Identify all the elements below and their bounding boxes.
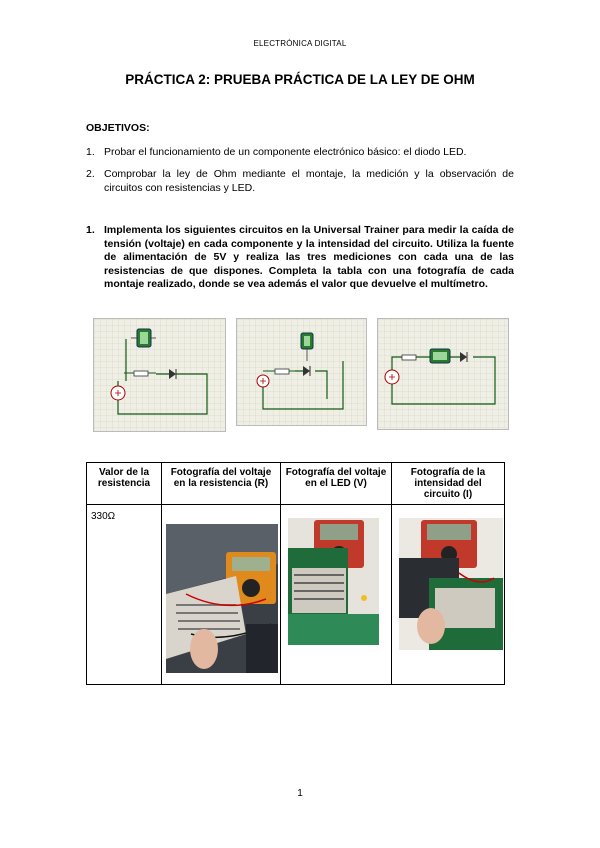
photo-led-measurement (288, 518, 379, 645)
page-number: 1 (297, 788, 303, 799)
circuit-schematic (378, 319, 508, 429)
photo-current-measurement (399, 518, 503, 650)
page-header: ELECTRÓNICA DIGITAL (253, 39, 347, 48)
task-text: Implementa los siguientes circuitos en la Universal Trainer para medir la caída de tensión (voltaje) en cada componente y la intensidad del circuito. Utiliza la fuente de alimentación de 5V y realiza las tres mediciones con cada una de las resistencias de que dispones. Completa la tabla con una fotografía de cada montaje realizado, donde se vea además el valor que devuelve el multímetro. (104, 224, 514, 290)
circuit-diagram-resistor-voltage (93, 318, 226, 432)
task-number: 1. (86, 224, 95, 236)
objectives-heading: OBJETIVOS: (86, 122, 150, 134)
objective-text: Probar el funcionamiento de un componente electrónico básico: el diodo LED. (104, 146, 467, 158)
photo-resistor-measurement (166, 524, 278, 673)
header-current-photo: Fotografía de la intensidad del circuito (I) (392, 463, 505, 505)
header-led-voltage-photo: Fotografía del voltaje en el LED (V) (281, 463, 392, 505)
table-header-row (87, 463, 505, 505)
led-voltage-photo-cell (281, 505, 392, 685)
multimeter-photo-resistor (166, 524, 278, 673)
header-resistance-value: Valor de la resistencia (87, 463, 162, 505)
current-photo-cell (392, 505, 505, 685)
measurement-table (86, 462, 505, 685)
page-title: PRÁCTICA 2: PRUEBA PRÁCTICA DE LA LEY DE OHM (125, 72, 475, 87)
objective-number: 2. (86, 168, 95, 180)
circuit-schematic (94, 319, 225, 431)
circuit-diagram-led-voltage (236, 318, 367, 426)
objective-text: Comprobar la ley de Ohm mediante el montaje, la medición y la observación de circuitos con resistencias y LED. (104, 168, 514, 194)
resistance-value: 330Ω (91, 511, 116, 522)
header-resistor-voltage-photo: Fotografía del voltaje en la resistencia (R) (162, 463, 281, 505)
task-instruction (86, 224, 514, 304)
objective-item-2 (86, 167, 514, 195)
circuit-schematic (237, 319, 366, 425)
table-row (87, 505, 505, 685)
multimeter-photo-led (288, 518, 379, 645)
resistor-voltage-photo-cell (162, 505, 281, 685)
objective-item-1 (86, 145, 514, 159)
objective-number: 1. (86, 146, 95, 158)
multimeter-photo-current (399, 518, 503, 650)
resistance-value-cell (87, 505, 162, 685)
circuit-diagram-current (377, 318, 509, 430)
